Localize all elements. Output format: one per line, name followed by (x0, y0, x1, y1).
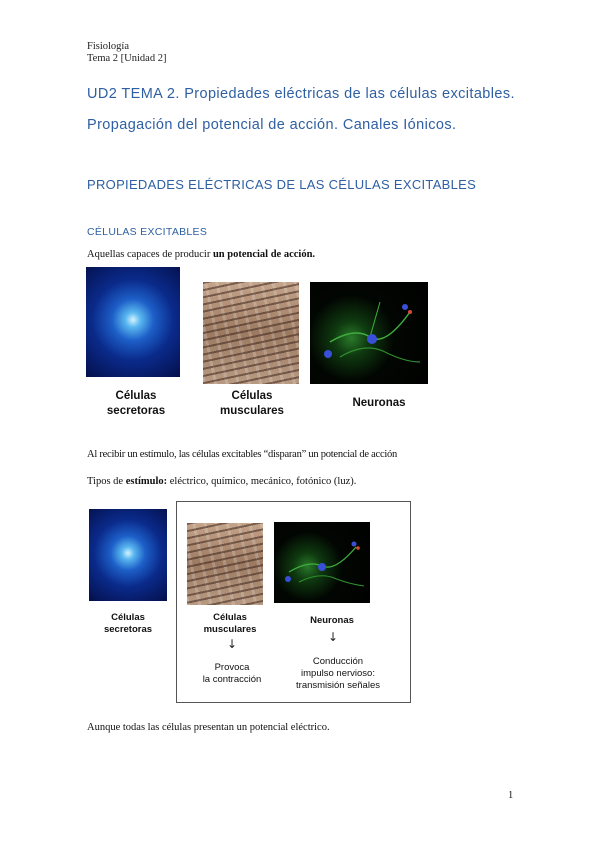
neuron-note (286, 656, 390, 692)
neuron-note-line3: transmisión señales (296, 680, 380, 691)
caption-musculares-line1: Células (231, 390, 273, 402)
subsection-heading: CÉLULAS EXCITABLES (87, 226, 208, 238)
muscle-cell-image-2 (187, 523, 263, 605)
caption2-musculares-line1: Células (213, 612, 247, 623)
paragraph-definition-bold: un potencial de acción. (212, 249, 316, 260)
neuron-note-line1: Conducción (312, 656, 364, 667)
doc-title-line1: UD2 TEMA 2. Propiedades eléctricas de las células excitables. (87, 86, 515, 102)
caption-neuronas: Neuronas (352, 397, 406, 409)
neuron-drawing (310, 282, 428, 384)
header-subject: Fisiología (87, 41, 130, 52)
paragraph-stimulus-types-suffix: eléctrico, químico, mecánico, fotónico (luz). (167, 476, 357, 487)
header-unit: Tema 2 [Unidad 2] (87, 53, 167, 64)
muscle-note-line1: Provoca (214, 662, 250, 673)
paragraph-closing: Aunque todas las células presentan un potencial eléctrico. (87, 722, 330, 733)
down-arrow-icon: ↓ (327, 630, 339, 644)
doc-title-line2: Propagación del potencial de acción. Canales Iónicos. (87, 117, 457, 133)
caption2-musculares-line2: musculares (203, 624, 257, 635)
page-number: 1 (508, 790, 514, 801)
paragraph-stimulus: Al recibir un estímulo, las células excitables “disparan” un potencial de acción (87, 449, 398, 460)
caption-secretoras (96, 389, 176, 419)
caption2-secretoras (88, 612, 168, 636)
caption2-secretoras-line1: Células (111, 612, 145, 623)
caption-musculares (212, 389, 292, 419)
neuron-image (310, 282, 428, 384)
paragraph-stimulus-types-prefix: Tipos de (87, 476, 126, 487)
caption-secretoras-line1: Células (115, 390, 157, 402)
paragraph-definition-text: Aquellas capaces de producir (87, 249, 213, 260)
muscle-note (192, 662, 272, 686)
section-heading: PROPIEDADES ELÉCTRICAS DE LAS CÉLULAS EXCITABLES (87, 177, 477, 192)
caption-secretoras-line2: secretoras (106, 405, 166, 417)
paragraph-stimulus-types-bold: estímulo: (125, 476, 168, 487)
caption2-neuronas: Neuronas (310, 615, 354, 626)
caption2-secretoras-line2: secretoras (103, 624, 153, 635)
neuron-note-line2: impulso nervioso: (301, 668, 375, 679)
secretory-cell-image-2 (89, 509, 167, 601)
paragraph-definition (87, 249, 315, 260)
paragraph-stimulus-types (87, 476, 356, 487)
secretory-cell-image (86, 267, 180, 377)
neuron-drawing-2 (274, 522, 370, 603)
muscle-cell-image (203, 282, 299, 384)
down-arrow-icon: ↓ (226, 637, 238, 651)
caption2-musculares (190, 612, 270, 636)
caption-musculares-line2: musculares (220, 405, 284, 417)
muscle-note-line2: la contracción (202, 674, 262, 685)
neuron-image-2 (274, 522, 370, 603)
